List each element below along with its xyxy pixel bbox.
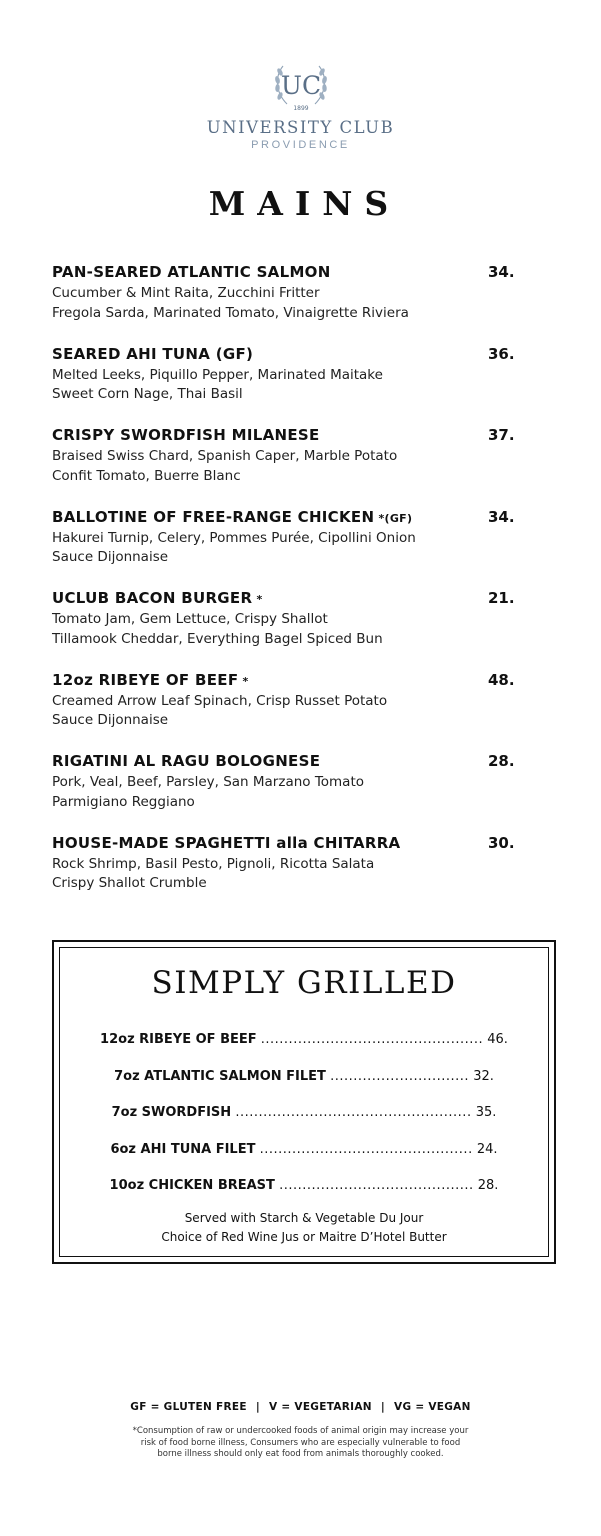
grilled-item-name: 6oz AHI TUNA FILET [110,1141,256,1157]
dietary-legend [0,1398,601,1416]
item-description-line: Parmigiano Reggiano [52,793,195,810]
grilled-note-line: Served with Starch & Vegetable Du Jour [184,1211,424,1225]
legend-vg: VG = VEGAN [394,1401,471,1413]
grilled-list [54,1030,554,1213]
leader-dots: .............................................. [259,1141,473,1157]
item-name: RIGATINI AL RAGU BOLOGNESE [52,752,321,770]
grilled-item-price: 28. [477,1178,499,1193]
item-description-line: Cucumber & Mint Raita, Zucchini Fritter [52,285,320,301]
grilled-item [54,1103,554,1140]
item-description-line: Sweet Corn Nage, Thai Basil [52,386,243,402]
menu-item [52,833,522,915]
grilled-item-name: 10oz CHICKEN BREAST [109,1178,275,1193]
item-mark: * [238,674,249,688]
grilled-item [54,1067,554,1104]
item-name: CRISPY SWORDFISH MILANESE [52,426,320,444]
grilled-item [54,1176,554,1213]
legend-gf: GF = GLUTEN FREE [130,1401,247,1413]
grilled-item-price: 35. [475,1105,497,1120]
club-name: UNIVERSITY CLUB [206,118,395,137]
item-price: 21. [488,589,515,607]
item-mark: * [252,593,263,606]
grilled-item-price: 32. [473,1068,494,1084]
leader-dots: .......................................... [279,1178,474,1193]
item-name: BALLOTINE OF FREE-RANGE CHICKEN *(GF) [52,507,413,526]
item-name: 12oz RIBEYE OF BEEF * [52,670,249,689]
grilled-item-price: 24. [476,1141,498,1157]
item-description-line: Pork, Veal, Beef, Parsley, San Marzano Tomato [52,774,365,790]
club-city: PROVIDENCE [251,139,350,151]
item-description-line: Crispy Shallot Crumble [52,875,207,891]
item-price: 36. [488,344,515,363]
grilled-note [54,1209,554,1247]
grilled-item-price: 46. [487,1032,508,1047]
item-name: SEARED AHI TUNA (GF) [52,344,254,363]
legend-separator: | [380,1401,386,1413]
legend-v: V = VEGETARIAN [268,1401,372,1413]
leader-dots: ................................................... [235,1105,472,1120]
menu-item [52,507,522,589]
menu-item [52,588,522,670]
item-description-line: Melted Leeks, Piquillo Pepper, Marinated Maitake [52,366,383,383]
club-logo [0,58,601,152]
simply-grilled-box [52,940,556,1264]
grilled-note-line: Choice of Red Wine Jus or Maitre D’Hotel Butter [161,1230,447,1244]
item-description-line: Sauce Dijonnaise [52,712,169,728]
item-description-line: Tomato Jam, Gem Lettuce, Crispy Shallot [52,611,328,627]
item-description-line: Braised Swiss Chard, Spanish Caper, Marble Potato [52,448,398,464]
menu-item [52,344,522,426]
leader-dots: .............................. [330,1068,470,1084]
grilled-item [54,1140,554,1177]
food-safety-disclaimer [0,1426,601,1461]
menu-item [52,262,522,344]
grilled-item-name: 12oz RIBEYE OF BEEF [100,1032,257,1047]
item-price: 37. [488,426,515,444]
grilled-item-name: 7oz SWORDFISH [111,1105,232,1120]
item-name: HOUSE-MADE SPAGHETTI alla CHITARRA [52,833,401,852]
item-price: 34. [488,263,515,281]
item-description-line: Fregola Sarda, Marinated Tomato, Vinaigrette Riviera [52,304,409,321]
item-mark: *(GF) [374,511,413,525]
section-title: MAINS [208,184,401,223]
menu-item [52,425,522,507]
item-name: UCLUB BACON BURGER * [52,589,263,607]
legend-separator: | [255,1401,260,1413]
menu-item [52,751,522,833]
grilled-title: SIMPLY GRILLED [151,965,457,1001]
grilled-item-name: 7oz ATLANTIC SALMON FILET [114,1068,326,1084]
disclaimer-line: risk of food borne illness, Consumers who are especially vulnerable to food [140,1437,461,1448]
mains-list [52,262,522,914]
item-description-line: Rock Shrimp, Basil Pesto, Pignoli, Ricotta Salata [52,855,375,872]
leader-dots: ................................................ [260,1032,484,1047]
item-description-line: Hakurei Turnip, Celery, Pommes Purée, Cipollini Onion [52,529,416,546]
item-price: 48. [488,670,515,689]
item-description-line: Tillamook Cheddar, Everything Bagel Spiced Bun [52,630,383,647]
laurel-crest-icon [269,58,333,116]
item-name: PAN-SEARED ATLANTIC SALMON [52,263,331,281]
item-price: 34. [488,507,515,526]
item-price: 30. [488,833,515,852]
logo-year: 1899 [292,105,309,112]
grilled-item [54,1030,554,1067]
item-description-line: Creamed Arrow Leaf Spinach, Crisp Russet Potato [52,692,388,709]
item-price: 28. [488,752,515,770]
disclaimer-line: borne illness should only eat food from animals thoroughly cooked. [157,1449,444,1459]
disclaimer-line: *Consumption of raw or undercooked foods of animal origin may increase your [132,1426,469,1436]
menu-item [52,670,522,752]
item-description-line: Confit Tomato, Buerre Blanc [52,467,241,484]
item-description-line: Sauce Dijonnaise [52,549,169,565]
monogram-text: UC [280,71,321,100]
